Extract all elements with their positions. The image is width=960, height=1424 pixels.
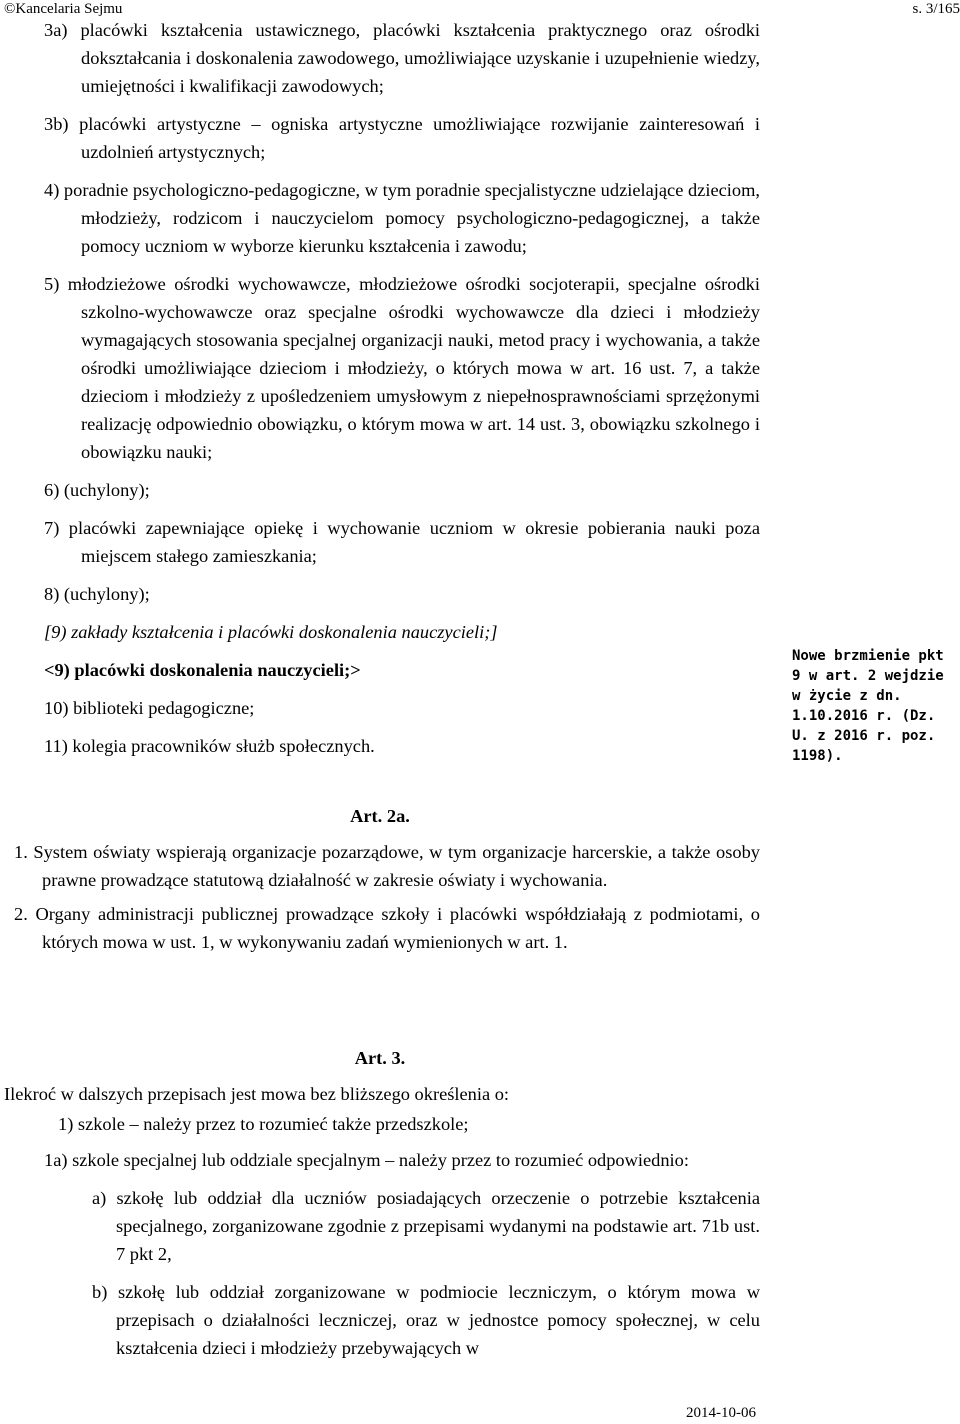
publisher-label: ©Kancelaria Sejmu: [4, 1, 123, 17]
sub-item: b) szkołę lub oddział zorganizowane w podmiocie leczniczym, o którym mowa w przepisach o działalności leczniczej, oraz w jednostce pomocy społecznej, w celu kształcenia dzieci i młodzieży przebywających w: [92, 1282, 760, 1358]
list-item: 6) (uchylony);: [44, 480, 150, 500]
footer-date: 2014-10-06: [686, 1405, 756, 1421]
list-item: 3b) placówki artystyczne – ogniska artystyczne umożliwiające rozwijanie zainteresowań i uzdolnień artystycznych;: [44, 114, 760, 162]
article-paragraph: 2. Organy administracji publicznej prowadzące szkoły i placówki współdziałają z podmiotami, o których mowa w ust. 1, w wykonywaniu zadań wymienionych w art. 1.: [14, 904, 760, 952]
article-2a-body: [14, 838, 760, 956]
page-number-link[interactable]: s. 3/165: [912, 1, 960, 17]
list-item-new-version: <9) placówki doskonalenia nauczycieli;>: [44, 660, 361, 680]
list-item-old-version: [9) zakłady kształcenia i placówki doskonalenia nauczycieli;]: [44, 622, 498, 642]
list-item: 11) kolegia pracowników służb społecznych.: [44, 736, 375, 756]
list-item: 1a) szkole specjalnej lub oddziale specjalnym – należy przez to rozumieć odpowiednio:: [44, 1150, 689, 1170]
list-item: 7) placówki zapewniające opiekę i wychowanie uczniom w okresie pobierania nauki poza miejscem stałego zamieszkania;: [44, 518, 760, 566]
article-2a-title: Art. 2a.: [350, 806, 410, 826]
list-item: 8) (uchylony);: [44, 584, 150, 604]
sub-item: a) szkołę lub oddział dla uczniów posiadających orzeczenie o potrzebie kształcenia specjalnego, zorganizowane zgodnie z przepisami wydanymi na podstawie art. 71b ust. 7 pkt 2,: [92, 1188, 760, 1264]
amendment-sidenote: Nowe brzmienie pkt 9 w art. 2 wejdzie w życie z dn. 1.10.2016 r. (Dz. U. z 2016 r. poz. 1198).: [792, 648, 944, 764]
list-item: 1) szkole – należy przez to rozumieć także przedszkole;: [58, 1114, 469, 1134]
list-item: 10) biblioteki pedagogiczne;: [44, 698, 255, 718]
list-item: 5) młodzieżowe ośrodki wychowawcze, młodzieżowe ośrodki socjoterapii, specjalne ośrodki szkolno-wychowawcze oraz specjalne ośrodki wychowawcze dla dzieci i młodzieży wymagających stosowania specjalnej organizacji nauki, metod pracy i wychowania, a także ośrodki umożliwiające dzieciom i młodzieży, o których mowa w art. 16 ust. 7, a także dzieciom i młodzieży z upośledzeniem umysłowym z niepełnosprawnościami sprzężonymi realizację odpowiednio obowiązku, o którym mowa w art. 14 ust. 3, obowiązku szkolnego i obowiązku nauki;: [44, 274, 760, 462]
article-2-list: [44, 16, 760, 760]
article-3-intro: Ilekroć w dalszych przepisach jest mowa bez bliższego określenia o:: [4, 1084, 510, 1104]
list-item: 4) poradnie psychologiczno-pedagogiczne, w tym poradnie specjalistyczne udzielające dzieciom, młodzieży, rodzicom i nauczycielom pomocy psychologiczno-pedagogicznej, a także pomocy uczniom w wyborze kierunku kształcenia i zawodu;: [44, 180, 760, 256]
list-item: 3a) placówki kształcenia ustawicznego, placówki kształcenia praktycznego oraz ośrodki dokształcania i doskonalenia zawodowego, umożliwiające uzyskanie i uzupełnienie wiedzy, umiejętności i kwalifikacji zawodowych;: [44, 20, 760, 96]
article-3-title: Art. 3.: [354, 1048, 406, 1068]
article-paragraph: 1. System oświaty wspierają organizacje pozarządowe, w tym organizacje harcerskie, a także osoby prawne prowadzące statutową działalność w zakresie oświaty i wychowania.: [14, 842, 760, 890]
article-3-list: [44, 1110, 760, 1362]
page-number: [840, 0, 960, 18]
